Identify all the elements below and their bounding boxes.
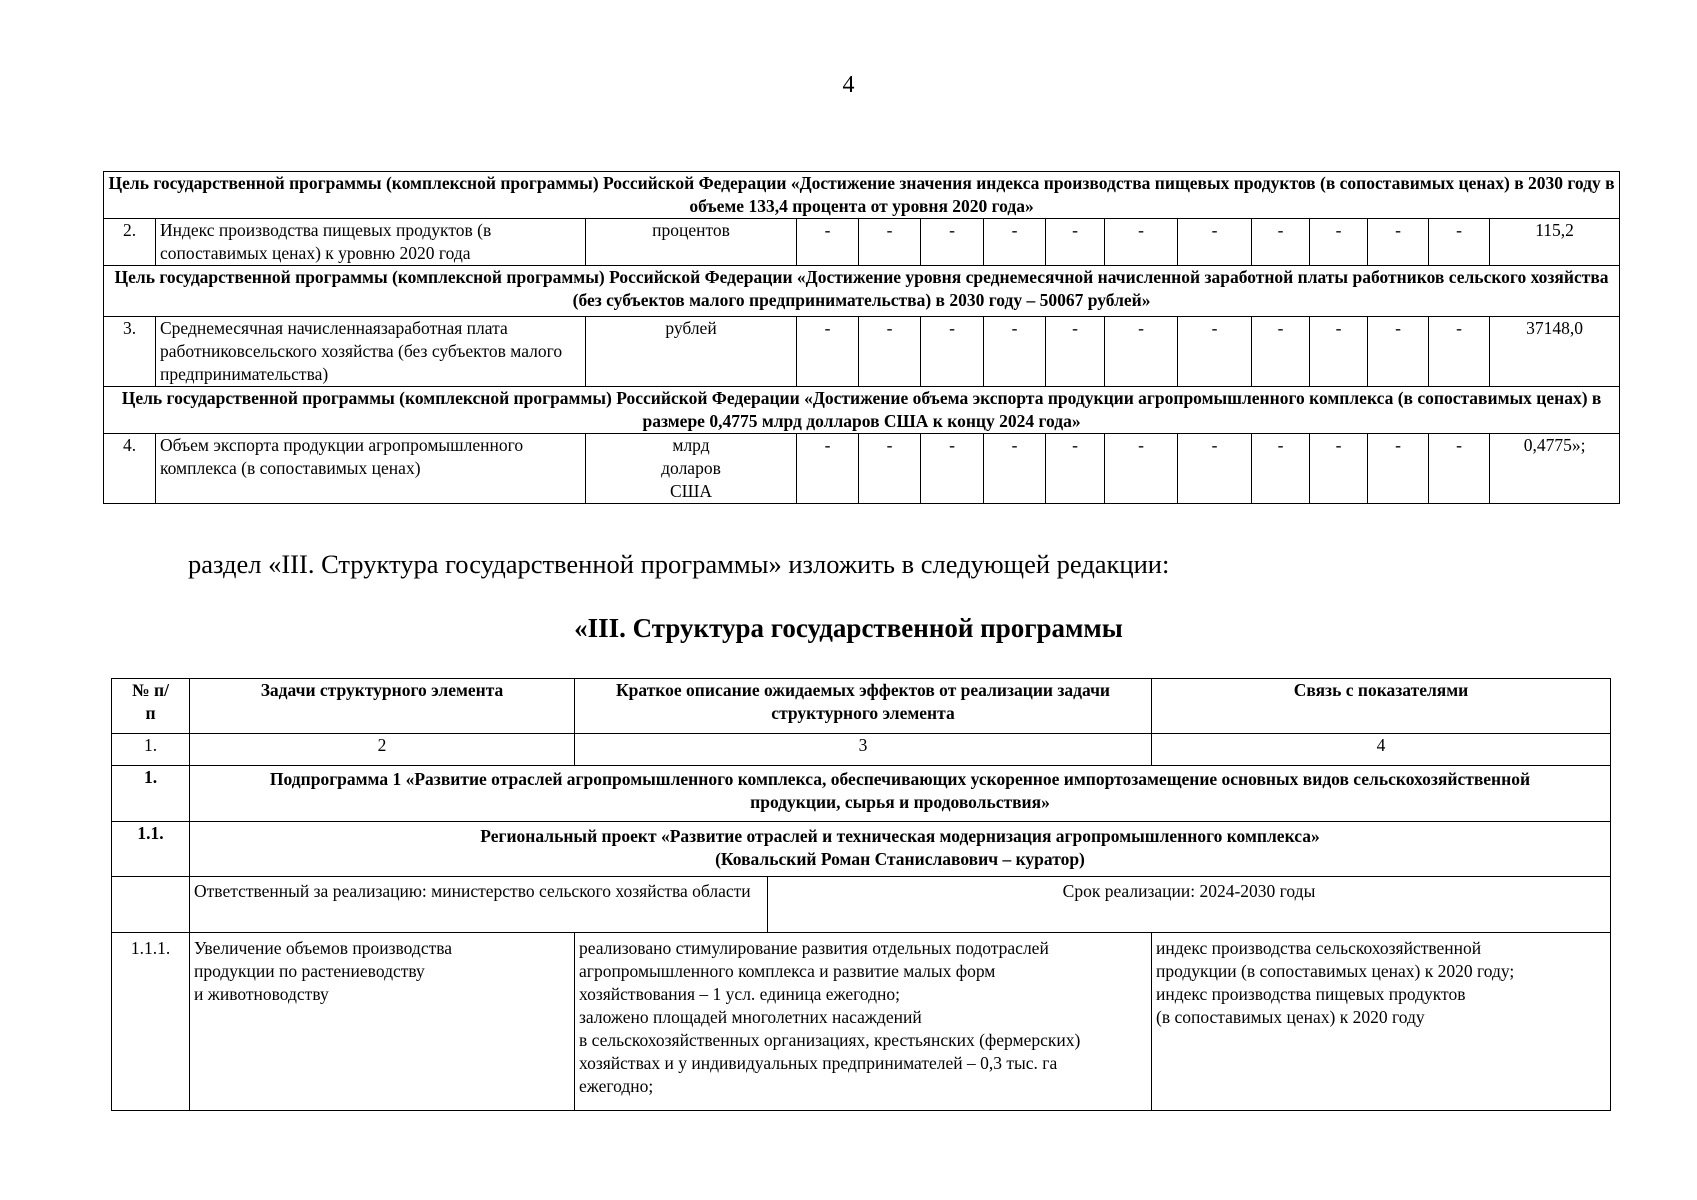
- section-instruction: раздел «III. Структура государственной программы» изложить в следующей редакции:: [188, 549, 1170, 579]
- dash-cell: -: [1105, 317, 1178, 387]
- column-numbers-row: [112, 734, 1611, 766]
- dash-cell: -: [1046, 434, 1105, 504]
- text-line: агропромышленного комплекса и развитие малых форм: [579, 961, 996, 981]
- responsible-cell: [190, 877, 1611, 933]
- dash-cell: -: [1178, 317, 1252, 387]
- dash-cell: -: [984, 434, 1046, 504]
- dash-cell: -: [1252, 434, 1310, 504]
- dash-cell: -: [1310, 434, 1368, 504]
- indicator-unit: рублей: [586, 317, 797, 387]
- indicator-name: Объем экспорта продукции агропромышленного комплекса (в сопоставимых ценах): [156, 434, 586, 504]
- section-heading: «III. Структура государственной программы: [574, 613, 1123, 643]
- task-number: 1.1.1.: [112, 933, 190, 1111]
- dash-cell: -: [1429, 317, 1490, 387]
- dash-cell: -: [1178, 434, 1252, 504]
- dash-cell: -: [859, 219, 921, 266]
- page-number: 4: [842, 72, 855, 98]
- subprogram-number: 1.: [112, 766, 190, 822]
- dash-cell: -: [1368, 317, 1429, 387]
- text-line: Увеличение объемов производства: [194, 938, 453, 958]
- task-effects: [575, 933, 1152, 1111]
- dash-cell: -: [1429, 434, 1490, 504]
- indicator-unit: процентов: [586, 219, 797, 266]
- col-number: 1.: [112, 734, 190, 766]
- dash-cell: -: [921, 317, 984, 387]
- dash-cell: -: [859, 317, 921, 387]
- indicator-row: [104, 434, 1620, 504]
- text-line: заложено площадей многолетних насаждений: [579, 1007, 922, 1027]
- header-tasks: Задачи структурного элемента: [190, 679, 575, 734]
- dash-cell: -: [797, 219, 859, 266]
- indicator-unit: млрд доларов США: [586, 434, 797, 504]
- text-line: хозяйствах и у индивидуальных предпринимателей – 0,3 тыс. га: [579, 1053, 1058, 1073]
- header-number: № п/п: [112, 679, 190, 734]
- dash-cell: -: [1368, 219, 1429, 266]
- dash-cell: -: [1105, 219, 1178, 266]
- project-number: 1.1.: [112, 822, 190, 877]
- dash-cell: -: [1252, 317, 1310, 387]
- col-number: 2: [190, 734, 575, 766]
- indicator-value: 115,2: [1490, 219, 1620, 266]
- indicators-table: [103, 171, 1620, 504]
- dash-cell: -: [1310, 317, 1368, 387]
- text-line: ежегодно;: [579, 1076, 654, 1096]
- goal-row: [104, 172, 1620, 219]
- task-row: [112, 933, 1611, 1111]
- indicator-name: Среднемесячная начисленнаязаработная плата работниковсельского хозяйства (без субъектов малого предпринимательства): [156, 317, 586, 387]
- empty-cell: [112, 877, 190, 933]
- dash-cell: -: [1252, 219, 1310, 266]
- dash-cell: -: [1178, 219, 1252, 266]
- project-cell: [190, 822, 1611, 877]
- project-title: Региональный проект «Развитие отраслей и техническая модернизация агропромышленного комплекса»: [480, 826, 1320, 846]
- goal-row: [104, 266, 1620, 317]
- row-number: 4.: [104, 434, 156, 504]
- text-line: индекс производства сельскохозяйственной: [1156, 938, 1482, 958]
- goal-export: Цель государственной программы (комплексной программы) Российской Федерации «Достижение объема экспорта продукции агропромышленного комплекса (в сопоставимых ценах) в размере 0,4775 млрд долларов США к концу 2024 года»: [104, 387, 1620, 434]
- responsible-party: Ответственный за реализацию: министерство сельского хозяйства области: [190, 877, 768, 932]
- text-line: в сельскохозяйственных организациях, крестьянских (фермерских): [579, 1030, 1081, 1050]
- dash-cell: -: [1368, 434, 1429, 504]
- dash-cell: -: [921, 434, 984, 504]
- header-links: Связь с показателями: [1152, 679, 1611, 734]
- goal-row: [104, 387, 1620, 434]
- header-effects: Краткое описание ожидаемых эффектов от реализации задачи структурного элемента: [575, 679, 1152, 734]
- dash-cell: -: [797, 317, 859, 387]
- indicator-row: [104, 219, 1620, 266]
- dash-cell: -: [984, 219, 1046, 266]
- text-line: и животноводству: [194, 984, 329, 1004]
- dash-cell: -: [1046, 219, 1105, 266]
- row-number: 3.: [104, 317, 156, 387]
- header-row: [112, 679, 1611, 734]
- goal-wage: Цель государственной программы (комплексной программы) Российской Федерации «Достижение уровня среднемесячной начисленной заработной платы работников сельского хозяйства (без субъектов малого предпринимательства) в 2030 году – 50067 рублей»: [104, 266, 1620, 317]
- text-line: индекс производства пищевых продуктов: [1156, 984, 1466, 1004]
- col-number: 4: [1152, 734, 1611, 766]
- indicator-value: 37148,0: [1490, 317, 1620, 387]
- dash-cell: -: [859, 434, 921, 504]
- implementation-period: Срок реализации: 2024-2030 годы: [1062, 881, 1316, 901]
- dash-cell: -: [1105, 434, 1178, 504]
- project-row: [112, 822, 1611, 877]
- text-line: продукции по растениеводству: [194, 961, 425, 981]
- subprogram-title: Подпрограмма 1 «Развитие отраслей агропромышленного комплекса, обеспечивающих ускоренное импортозамещение основных видов сельскохозяйственной продукции, сырья и продовольствия»: [190, 766, 1611, 822]
- task-description: [190, 933, 575, 1111]
- project-curator: (Ковальский Роман Станиславович – куратор): [715, 849, 1085, 869]
- text-line: хозяйствования – 1 усл. единица ежегодно;: [579, 984, 900, 1004]
- dash-cell: -: [797, 434, 859, 504]
- text-line: (в сопоставимых ценах) к 2020 году: [1156, 1007, 1425, 1027]
- dash-cell: -: [1046, 317, 1105, 387]
- indicator-row: [104, 317, 1620, 387]
- text-line: реализовано стимулирование развития отдельных подотраслей: [579, 938, 1049, 958]
- dash-cell: -: [921, 219, 984, 266]
- indicator-name: Индекс производства пищевых продуктов (в сопоставимых ценах) к уровню 2020 года: [156, 219, 586, 266]
- task-indicators: [1152, 933, 1611, 1111]
- col-number: 3: [575, 734, 1152, 766]
- text-line: продукции (в сопоставимых ценах) к 2020 году;: [1156, 961, 1515, 981]
- row-number: 2.: [104, 219, 156, 266]
- structure-table: [111, 678, 1611, 1111]
- responsible-row: [112, 877, 1611, 933]
- indicator-value: 0,4775»;: [1490, 434, 1620, 504]
- subprogram-row: [112, 766, 1611, 822]
- dash-cell: -: [1429, 219, 1490, 266]
- dash-cell: -: [984, 317, 1046, 387]
- goal-food-index: Цель государственной программы (комплексной программы) Российской Федерации «Достижение значения индекса производства пищевых продуктов (в сопоставимых ценах) в 2030 году в объеме 133,4 процента от уровня 2020 года»: [104, 172, 1620, 219]
- dash-cell: -: [1310, 219, 1368, 266]
